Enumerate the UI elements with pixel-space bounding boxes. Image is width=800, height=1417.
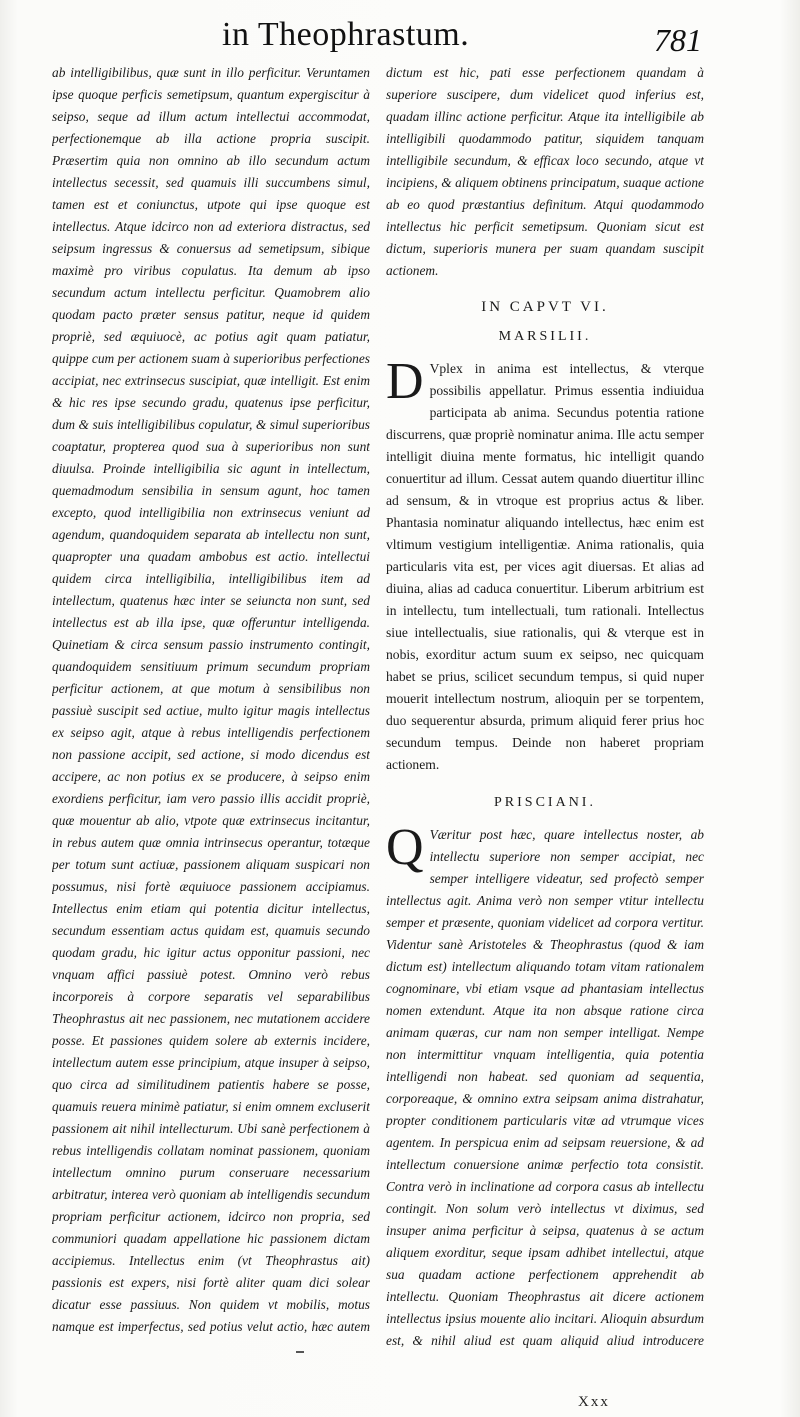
marsilii-paragraph	[386, 353, 704, 776]
right-column-continuation: dictum est hic, pati esse perfectionem quandam à superiore suscipere, dum videlicet quod inferius est, quadam illinc actione perficitur. Atque ita intelligibile ab intelligibili quodammodo patitur, siquidem tanquam intelligibile secundum, & efficax loco secundo, atque vt incipiens, & aliquem obtinens principatum, suaque actione ab eo quod præstantius definitum. Atqui quodammodo intellectus hic perficit semetipsum. Quoniam sicut est dictum, superioris munera per suam quandam suscipit actionem.	[386, 65, 704, 278]
page-header	[0, 14, 800, 64]
page-number: 781	[654, 22, 702, 58]
catchword: Xxx	[578, 1394, 610, 1410]
marsilii-text: Vplex in anima est intellectus, & vterque possibilis appellatur. Primus essentia indiuidua participata ab anima. Secundus potentia ratione discurrens, quæ propriè nominatur anima. Ille actu semper intelligit diuina mente formatus, hic intelligit quando conuertitur ad illum. Cessat autem quando diuertitur illinc ad sensum, & in vtroque est proprius actus & liber. Phantasia nominatur aliquando intellectus, hæc enim est vltimum vestigium intelligentiæ. Anima rationalis, quia particularis vita est, per vices agit diuersas. Et alias ad diuina, alias ad caduca conuertitur. Liberum arbitrium est in intellectu, tum intellectuali, tum rationali. Intellectus siue intellectualis, siue rationalis, qui & vterque est in nobis, exorditur actum suum ex seipso, nec quicquam habet se prius, scilicet secundum tempus, si quid nuper mouerit intellectum nostrum, alioquin per se torpentem, duo sequerentur absurda, primum aliquid ferer prius hoc secundum tempus. Deinde non haberet propriam actionem.	[386, 361, 704, 772]
section-heading-prisciani: PRISCIANI.	[494, 795, 596, 810]
section-heading-marsilii: MARSILII.	[498, 329, 592, 344]
running-head: in Theophrastum.	[222, 16, 470, 53]
left-column	[52, 62, 370, 1342]
right-column	[386, 62, 704, 1352]
left-column-text: ab intelligibilibus, quæ sunt in illo perficitur. Veruntamen ipse quoque perficis semetipsum, quantum expergiscitur à seipso, seque ad illum actum intellectui accommodat, perfectionemque ab illa actione propria suscipit. Præsertim quia non omnino ab illo secundum actum intellectus secessit, sed quamuis illi succumbens simul, tamen est et coniunctus, utpote qui ipse quoque est intellectus. Atque idcirco non ad exteriora distractus, sed seipsum ingressus & conuersus ad semetipsum, sibique maximè pro viribus copulatus. Ita demum ab ipso secundum actum intellectu perficitur. Quamobrem alio quodam pacto præter sensus patitur, neque id quidem propriè, sed æquiuocè, ac potius agit quam patiatur, quippe cum per actionem suam à superioribus perfectiones accipiat, nec extrinsecus suscipiat, quæ intelligit. Est enim & hic res ipse secundo gradu, quatenus ipse perficitur, dum & suis intelligibilibus copulatur, & simul superioribus coaptatur, propterea quod sua à superioribus non sunt diuulsa. Proinde intelligibilia sic agunt in intellectum, quemadmodum sensibilia in sensum agunt, hoc tamen excepto, quod intelligibilia non extrinsecus veniunt ad agendum, quandoquidem separata ab intellectu non sunt, quapropter una quadam ambobus est actio. intellectui quidem circa intelligibilia, intelligibilibus item ad intellectum, quatenus hæc inter se seiuncta non sunt, sed intellectus est ab illa ipse, quæ offeruntur intelligenda. Quinetiam & circa sensum passio instrumento contingit, quandoquidem sensitiuum primum secundum propriam perficitur actionem, at que motum à sensibilibus non passiuè suscipit sed actiue, multo igitur magis intellectus ex seipso agit, atque à rebus intelligendis perfectionem non passione accipit, sed actione, si modo dicendus est accipere, ac non potius ex se producere, à seipso enim exordiens perficitur, iam vero passio illis accidit propriè, quæ mouentur ab alio, vtpote quæ extrinsecus incitantur, in rebus autem quæ omnia intrinsecus operantur, totæque per totum sunt actiuæ, passionem aliquam suspicari non possumus, nisi fortè æquiuoce passionem accipiamus. Intellectus enim etiam qui potentia dicitur intellectus, secundum essentiam actus quidam est, quamuis secundo quodam gradu, hic igitur actus opponitur passioni, nec vnquam affici passiuè potest. Omnino verò rebus incorporeis à corpore separatis vel separabilibus Theophrastus ait nec passionem, nec mutationem accidere posse. Et passiones quidem solere ab externis incidere, intellectum autem esse principium, atque insuper à seipso, quo circa ad similitudinem patientis habere se posse, quamuis reuera minimè patiatur, si enim omnem excluserit passionem ait nihil intellecturum. Ubi sanè perfectionem à rebus intelligendis collatam nominat passionem, quoniam intellectum omnino purum conseruare necessarium arbitratur, interea verò quoniam ab intelligendis secundum propriam perficitur actionem, idcirco non propria, sed communiori quadam appellatione hic passionem dictam accipiemus. Intellectus enim (vt Theophrastus ait) passionis est expers, nisi fortè aliter quam dici solear dicatur esse passiuus. Non quidem vt mobilis, motus namque est imperfectus, sed potius velut actio, hæc autem	[52, 65, 370, 1334]
prisciani-paragraph	[386, 819, 704, 1352]
dropcap-d: D	[386, 353, 424, 410]
chapter-heading: IN CAPVT VI.	[481, 299, 609, 315]
dropcap-q: Q	[386, 819, 424, 876]
margin-mark	[296, 1351, 304, 1353]
prisciani-text: Væritur post hæc, quare intellectus noster, ab intellectu superiore non semper accipiat, nec semper intelligere videatur, sed profectò semper intellectus agit. Anima verò non semper vtitur intellectu semper et præsente, quoniam videlicet ad corpora vertitur. Videntur sanè Aristoteles & Theophrastus (quod & iam dictum est) intellectum aliquando totam vitam rationalem cognominare, vbi etiam vsque ad phantasiam intellectus nomen extendunt. Atque ita non absque ratione circa animam quæras, cur nam non semper intelligat. Nempe non intermittitur vnquam intelligentia, quia potentia intelligendi non habeat. sed quoniam ad sequentia, corporeaque, & omnino extra seipsam anima distrahatur, propter conditionem particularis vitæ ad vtrumque vices agentem. In perspicua enim ad seipsam reuersione, & ad intellectum conuersione animæ perfectio tota consistit. Contra verò in inclinatione ad corpora casus ab intellectu contingit. Non solum verò intellectus vt diximus, sed insuper anima perficitur à seipsa, quatenus à se actum aliquem exorditur, seque ipsam adhibet intellectui, atque sua quadam actione perfectionem apprehendit ab intellectu. Quoniam Theophrastus ait dicere actionem intellectus ipsius mouente alio incitari. Alioquin absurdum est, & nihil aliud est quam aliquid aliud introducere	[386, 827, 704, 1348]
